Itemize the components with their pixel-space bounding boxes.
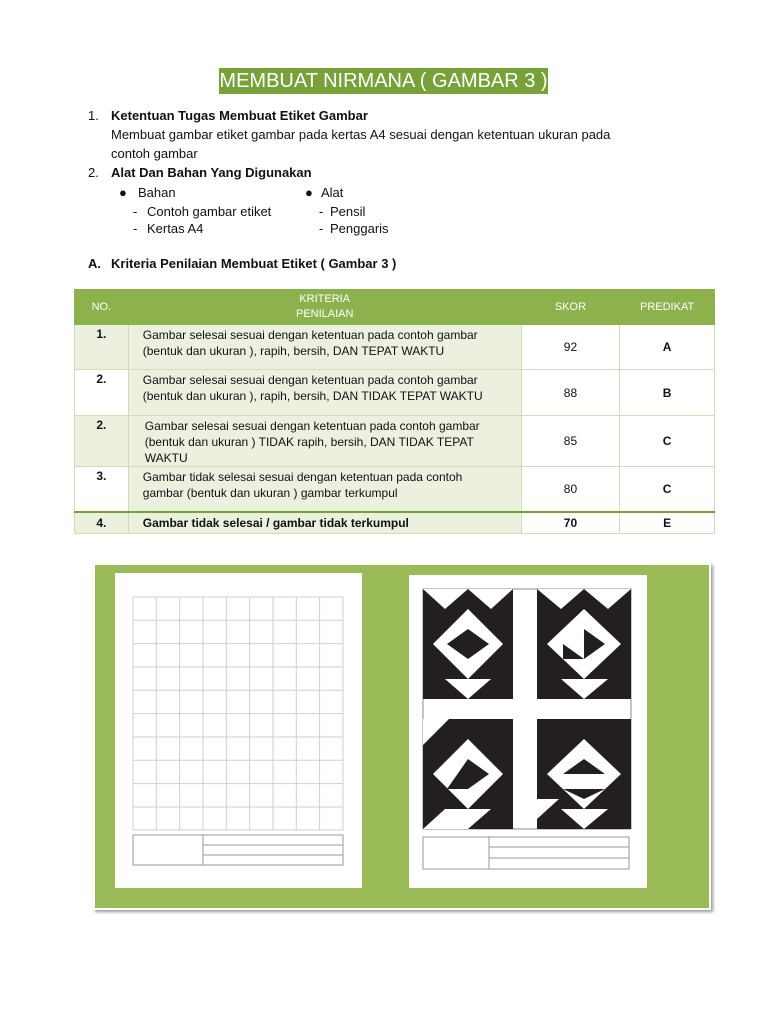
bahan-item: Contoh gambar etiket	[147, 204, 272, 219]
row-kriteria	[128, 467, 521, 512]
page-title: MEMBUAT NIRMANA ( GAMBAR 3 )	[219, 70, 548, 92]
section-2	[0, 163, 768, 243]
row-predikat: B	[620, 370, 715, 416]
row-kriteria-line: Gambar selesai sesuai dengan ketentuan pada contoh gambar	[142, 328, 478, 342]
row-kriteria-line: WAKTU	[144, 451, 188, 465]
bullet-icon: ●	[119, 185, 127, 200]
table-header-row	[75, 290, 715, 325]
dash-icon: -	[319, 221, 324, 236]
grid-drawing	[115, 573, 362, 888]
row-predikat: E	[620, 512, 715, 534]
table-row	[75, 370, 715, 416]
example-images-panel	[93, 563, 711, 910]
header-kriteria	[128, 290, 521, 325]
header-no: NO.	[75, 290, 129, 325]
section-a-letter: A.	[88, 256, 101, 271]
nirmana-pattern-image	[409, 575, 647, 888]
row-no: 2.	[75, 416, 129, 467]
bullet-icon: ●	[305, 185, 313, 200]
row-kriteria	[128, 325, 521, 370]
section-1-line-1: Membuat gambar etiket gambar pada kertas A4 sesuai dengan ketentuan ukuran pada	[111, 127, 611, 142]
section-1-line-2: contoh gambar	[111, 146, 198, 161]
criteria-table	[74, 289, 715, 534]
row-skor: 92	[521, 325, 620, 370]
row-kriteria-line: (bentuk dan ukuran ), rapih, bersih, DAN TIDAK TEPAT WAKTU	[142, 389, 483, 403]
grid-sheet-image	[115, 573, 362, 888]
row-predikat: C	[620, 467, 715, 512]
row-kriteria	[128, 370, 521, 416]
row-kriteria-line: Gambar selesai sesuai dengan ketentuan pada contoh gambar	[142, 373, 478, 387]
section-2-number: 2.	[88, 165, 99, 180]
section-2-heading: Alat Dan Bahan Yang Digunakan	[111, 165, 312, 180]
row-kriteria-line: gambar (bentuk dan ukuran ) gambar terkumpul	[142, 486, 398, 500]
dash-icon: -	[133, 204, 138, 219]
row-kriteria-line: (bentuk dan ukuran ), rapih, bersih, DAN TEPAT WAKTU	[142, 344, 445, 358]
row-kriteria	[128, 416, 521, 467]
row-no: 1.	[75, 325, 129, 370]
table-row	[75, 467, 715, 512]
row-no: 2.	[75, 370, 129, 416]
row-kriteria	[128, 512, 521, 534]
row-no: 3.	[75, 467, 129, 512]
row-skor: 85	[521, 416, 620, 467]
alat-item: Penggaris	[330, 221, 389, 236]
alat-item: Pensil	[330, 204, 366, 219]
table-row	[75, 512, 715, 534]
section-a	[0, 254, 768, 274]
dash-icon: -	[133, 221, 138, 236]
table-row	[75, 325, 715, 370]
section-1	[0, 106, 768, 166]
header-kriteria-line-2: PENILAIAN	[295, 308, 354, 320]
row-skor: 80	[521, 467, 620, 512]
row-no: 4.	[75, 512, 129, 534]
header-predikat: PREDIKAT	[620, 290, 715, 325]
section-1-heading: Ketentuan Tugas Membuat Etiket Gambar	[111, 108, 368, 123]
header-skor: SKOR	[521, 290, 620, 325]
row-kriteria-line: Gambar tidak selesai sesuai dengan ketentuan pada contoh	[142, 470, 463, 484]
row-skor: 88	[521, 370, 620, 416]
section-1-number: 1.	[88, 108, 99, 123]
alat-label: Alat	[321, 185, 344, 200]
table-row	[75, 416, 715, 467]
header-kriteria-line-1: KRITERIA	[299, 293, 351, 305]
pattern-drawing	[409, 575, 647, 888]
row-kriteria-line: (bentuk dan ukuran ) TIDAK rapih, bersih, DAN TIDAK TEPAT	[144, 435, 474, 449]
dash-icon: -	[319, 204, 324, 219]
row-predikat: A	[620, 325, 715, 370]
row-predikat: C	[620, 416, 715, 467]
section-a-heading: Kriteria Penilaian Membuat Etiket ( Gambar 3 )	[111, 256, 397, 271]
bahan-label: Bahan	[138, 185, 176, 200]
row-kriteria-line: Gambar tidak selesai / gambar tidak terkumpul	[142, 515, 409, 530]
row-kriteria-line: Gambar selesai sesuai dengan ketentuan pada contoh gambar	[144, 419, 480, 433]
row-skor: 70	[521, 512, 620, 534]
bahan-item: Kertas A4	[147, 221, 204, 236]
